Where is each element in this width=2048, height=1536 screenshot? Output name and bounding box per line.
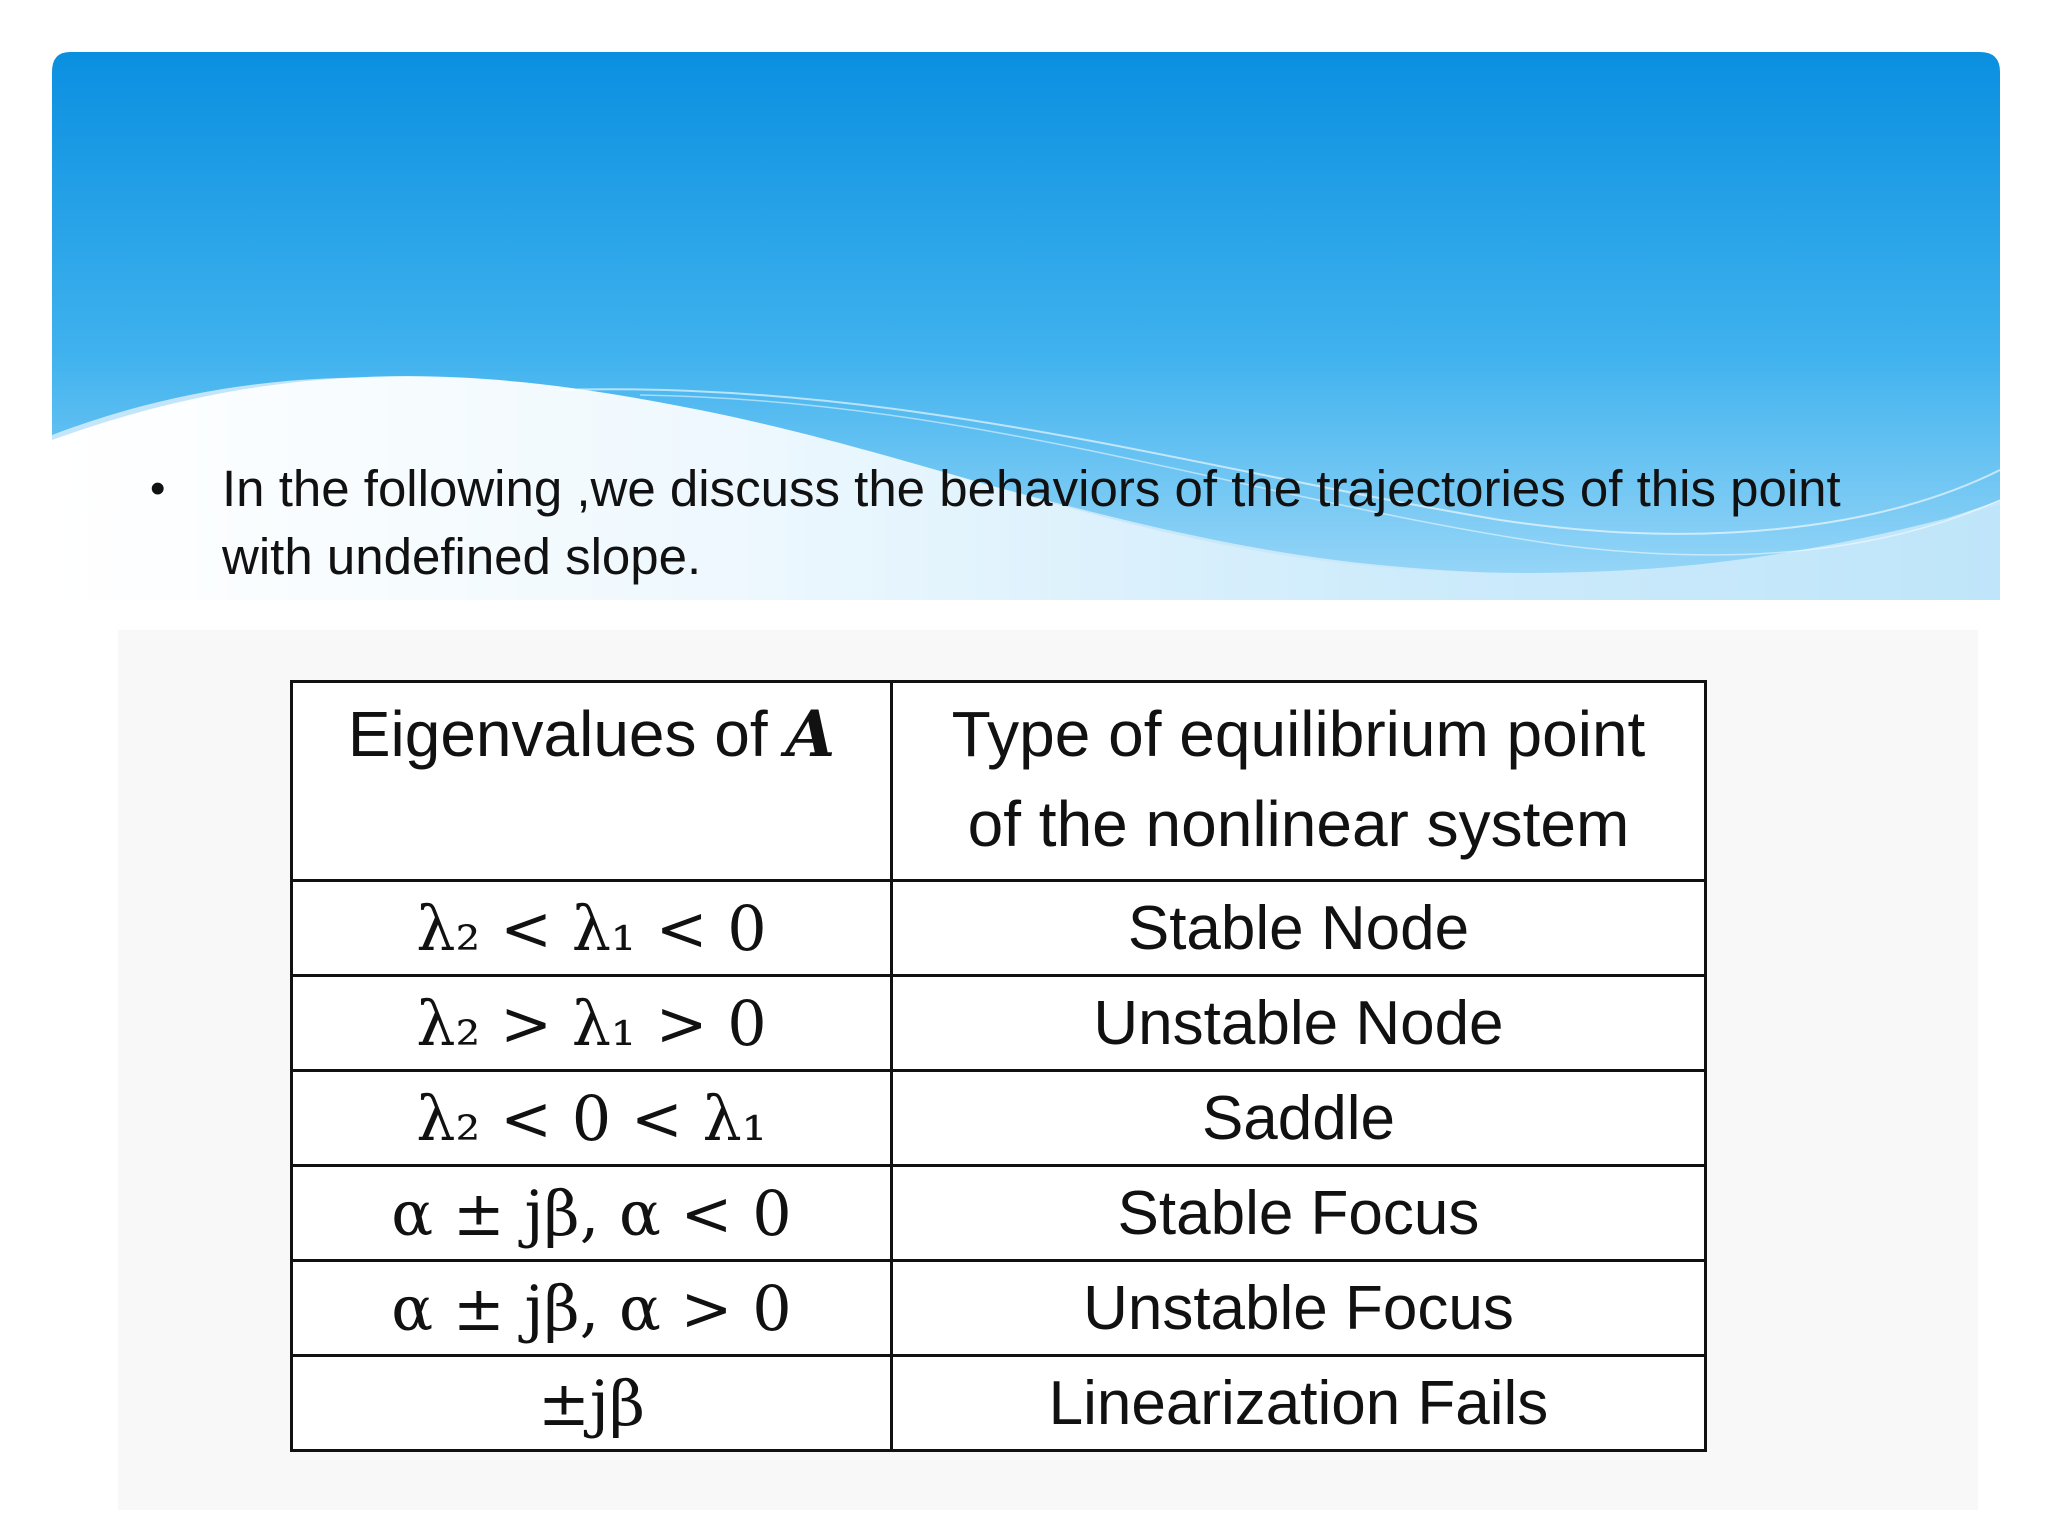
bullet-text: In the following ,we discuss the behaviors of the trajectories of this point with undefined slope. (222, 460, 1841, 585)
header-matrix-variable: A (785, 697, 836, 772)
table-row (292, 1166, 1706, 1261)
type-cell: Stable Focus (891, 1166, 1705, 1261)
bullet-symbol: • (150, 464, 166, 513)
table-row (292, 976, 1706, 1071)
table-row (292, 881, 1706, 976)
header-eigenvalues (292, 682, 892, 881)
condition-cell: λ₂ < λ₁ < 0 (292, 881, 892, 976)
eigenvalue-table (290, 680, 1707, 1452)
type-cell: Unstable Focus (891, 1261, 1705, 1356)
condition-cell: ±jβ (292, 1356, 892, 1451)
type-cell: Stable Node (891, 881, 1705, 976)
header-type-line2: of the nonlinear system (967, 788, 1630, 860)
condition-cell: λ₂ < 0 < λ₁ (292, 1071, 892, 1166)
table-header-row (292, 682, 1706, 881)
header-equilibrium-type (891, 682, 1705, 881)
condition-cell: λ₂ > λ₁ > 0 (292, 976, 892, 1071)
type-cell: Linearization Fails (891, 1356, 1705, 1451)
type-cell: Unstable Node (891, 976, 1705, 1071)
header-eigenvalues-label: Eigenvalues of (347, 698, 768, 770)
table-row (292, 1261, 1706, 1356)
table-row (292, 1356, 1706, 1451)
condition-cell: α ± jβ, α > 0 (292, 1261, 892, 1356)
table-row (292, 1071, 1706, 1166)
type-cell: Saddle (891, 1071, 1705, 1166)
condition-cell: α ± jβ, α < 0 (292, 1166, 892, 1261)
header-type-line1: Type of equilibrium point (951, 698, 1646, 770)
